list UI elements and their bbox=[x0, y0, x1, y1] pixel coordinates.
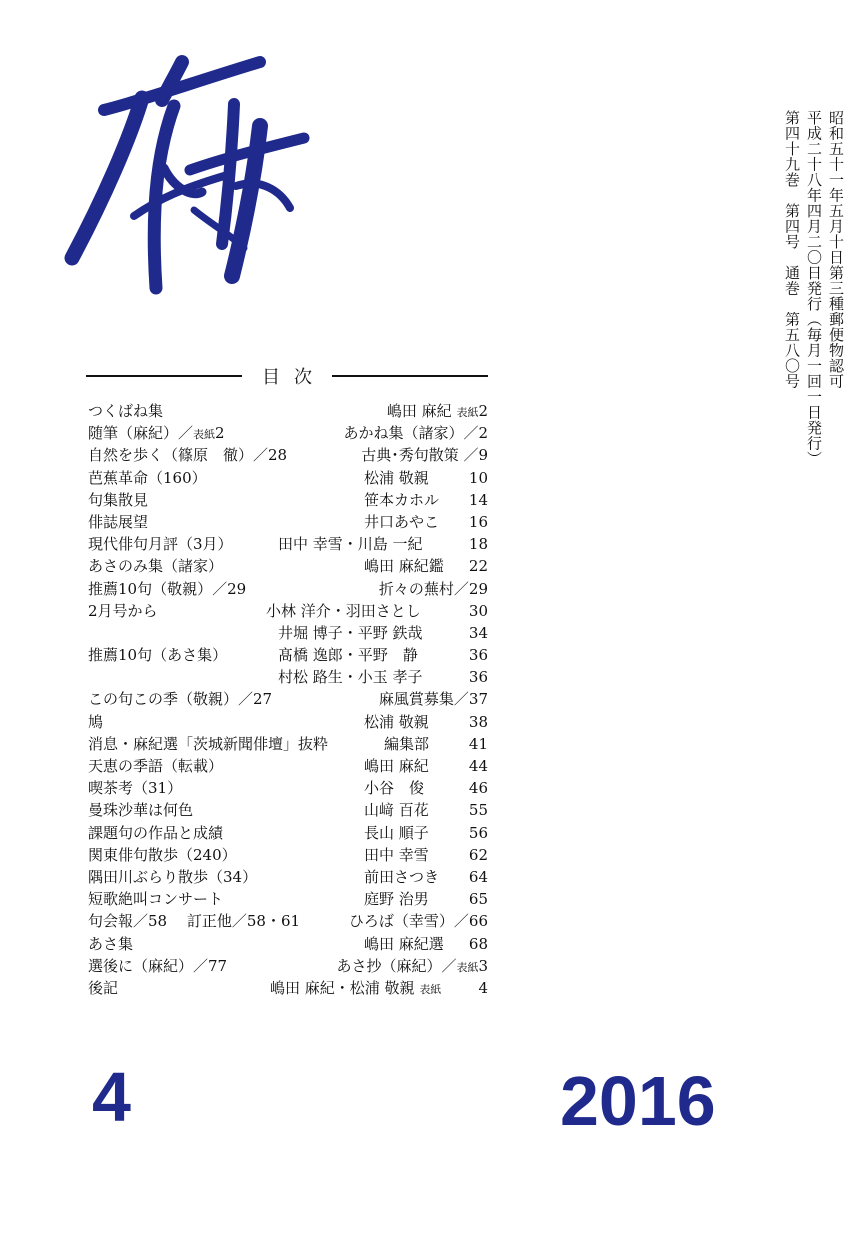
toc-row bbox=[88, 489, 488, 511]
issue-number: 4 bbox=[92, 1058, 131, 1136]
toc-page: 56 bbox=[468, 823, 488, 842]
toc-author: 笹本カホル bbox=[364, 490, 440, 509]
toc-page: 嶋田 麻紀 表紙2 bbox=[386, 402, 488, 420]
toc-row bbox=[88, 533, 488, 555]
toc-title-text: つくばね集 bbox=[88, 402, 164, 420]
toc-cover-label: 表紙 bbox=[456, 406, 479, 419]
toc-title-text: 後記 bbox=[88, 978, 119, 997]
toc-page: あさ抄（麻紀）／表紙3 bbox=[336, 956, 488, 975]
toc-row bbox=[88, 888, 488, 910]
toc-row bbox=[88, 622, 488, 644]
toc-author: 嶋田 麻紀選 bbox=[364, 934, 444, 953]
toc-title-text: 俳誌展望 bbox=[88, 512, 149, 531]
toc-author: 嶋田 麻紀 bbox=[364, 757, 429, 775]
toc-title-text: 芭蕉革命（160） bbox=[88, 468, 207, 487]
toc-row bbox=[88, 977, 488, 999]
toc-page: 14 bbox=[468, 490, 488, 509]
toc-page: 68 bbox=[468, 934, 488, 953]
toc-title-text: 鳩 bbox=[88, 712, 104, 731]
toc-page: 36 bbox=[468, 668, 488, 687]
toc-page: 46 bbox=[468, 779, 488, 798]
toc-row bbox=[88, 711, 488, 733]
toc-author: 前田さつき bbox=[364, 867, 440, 886]
toc-page: 16 bbox=[468, 512, 488, 531]
toc-title-text: 現代俳句月評（3月） bbox=[88, 535, 233, 554]
toc-author: 長山 順子 bbox=[364, 823, 429, 842]
toc-page: 34 bbox=[468, 623, 488, 642]
toc-row bbox=[88, 910, 488, 932]
toc-author: 井口あやこ bbox=[364, 512, 440, 531]
toc-row bbox=[88, 866, 488, 888]
toc-title-text: 自然を歩く（篠原 徹）／28 bbox=[88, 446, 288, 465]
toc-title-text: 推薦10句（敬親）／29 bbox=[88, 579, 247, 598]
toc-cover-label: 表紙 bbox=[419, 982, 442, 996]
toc-author: 山﨑 百花 bbox=[364, 801, 429, 820]
toc-author: 井堀 博子・平野 鉄哉 bbox=[278, 623, 423, 642]
toc-title-text: この句この季（敬親）／27 bbox=[88, 690, 273, 709]
toc-page: 22 bbox=[468, 557, 488, 576]
toc-title-text: あさのみ集（諸家） bbox=[88, 557, 224, 576]
toc-author: 嶋田 麻紀・松浦 敬親 表紙 bbox=[270, 978, 442, 997]
year: 2016 bbox=[560, 1062, 716, 1140]
toc-row bbox=[88, 755, 488, 777]
toc-title-text: 短歌絶叫コンサート bbox=[88, 890, 224, 909]
toc-cover-label: 表紙 bbox=[193, 428, 216, 442]
toc-row bbox=[88, 600, 488, 622]
toc-author: 松浦 敬親 bbox=[364, 712, 429, 731]
toc-title-text: 句会報／58 訂正他／58・61 bbox=[88, 912, 301, 931]
toc-author: 小林 洋介・羽田さとし bbox=[266, 601, 421, 620]
toc-author: 村松 路生・小玉 孝子 bbox=[278, 668, 423, 687]
toc-row bbox=[88, 822, 488, 844]
toc-title-text: 2月号から bbox=[88, 601, 158, 620]
toc-author: 田中 幸雪 bbox=[364, 845, 429, 864]
toc-page: あかね集（諸家）／2 bbox=[343, 424, 488, 443]
toc-page: 62 bbox=[468, 845, 488, 864]
toc-title-text: 隅田川ぶらり散歩（34） bbox=[88, 867, 258, 886]
toc-title-text: 推薦10句（あさ集） bbox=[88, 646, 228, 665]
vertical-info-volume: 第四十九巻 第四号 通巻 第五八〇号 bbox=[783, 110, 801, 389]
toc-page: 64 bbox=[468, 867, 488, 886]
toc-author: 田中 幸雪・川島 一紀 bbox=[278, 535, 423, 554]
toc-page: 30 bbox=[468, 601, 488, 620]
vertical-info-issue-date: 平成二十八年四月二〇日発行（毎月一回一日発行） bbox=[805, 110, 823, 467]
toc-title-text: 消息・麻紀選「茨城新聞俳壇」抜粋 bbox=[88, 734, 329, 753]
toc-page: 55 bbox=[468, 801, 488, 820]
toc-row bbox=[88, 400, 488, 422]
toc-author: 嶋田 麻紀鑑 bbox=[364, 557, 444, 576]
toc-row bbox=[88, 666, 488, 688]
toc-row bbox=[88, 933, 488, 955]
toc-row bbox=[88, 844, 488, 866]
toc-title-text: 随筆（麻紀）／表紙2 bbox=[88, 424, 225, 443]
toc-author: 小谷 俊 bbox=[364, 779, 425, 798]
logo-calligraphy bbox=[64, 48, 324, 298]
toc-page: 36 bbox=[468, 646, 488, 665]
toc-rule-right bbox=[332, 375, 488, 377]
toc-page: 41 bbox=[468, 734, 488, 753]
table-of-contents bbox=[88, 400, 488, 999]
toc-row bbox=[88, 777, 488, 799]
toc-page: 古典･秀句散策 ／9 bbox=[361, 446, 488, 465]
toc-title-text: あさ集 bbox=[88, 934, 134, 953]
toc-page: ひろば（幸雪）／66 bbox=[348, 912, 488, 931]
toc-title-text: 喫茶考（31） bbox=[88, 779, 183, 798]
toc-author: 庭野 治男 bbox=[364, 890, 429, 909]
toc-page: 折々の蕪村／29 bbox=[378, 579, 488, 598]
toc-row bbox=[88, 799, 488, 821]
toc-row bbox=[88, 422, 488, 444]
toc-author: 松浦 敬親 bbox=[364, 468, 429, 487]
toc-row bbox=[88, 733, 488, 755]
toc-page: 65 bbox=[468, 890, 488, 909]
toc-row bbox=[88, 511, 488, 533]
toc-row bbox=[88, 467, 488, 489]
toc-page: 18 bbox=[468, 535, 488, 554]
toc-title: 目次 bbox=[262, 367, 326, 388]
toc-page: 4 bbox=[478, 978, 488, 997]
toc-author: 髙橋 逸郎・平野 静 bbox=[278, 646, 418, 665]
toc-title-text: 句集散見 bbox=[88, 490, 149, 509]
toc-title-text: 課題句の作品と成績 bbox=[88, 823, 224, 842]
toc-page: 麻風賞募集／37 bbox=[378, 690, 488, 709]
toc-title-text: 選後に（麻紀）／77 bbox=[88, 956, 228, 975]
toc-header bbox=[86, 363, 488, 389]
toc-page: 10 bbox=[468, 468, 488, 487]
toc-row bbox=[88, 555, 488, 577]
toc-author: 編集部 bbox=[384, 734, 430, 753]
toc-row bbox=[88, 644, 488, 666]
toc-row bbox=[88, 578, 488, 600]
toc-title-text: 天恵の季語（転載） bbox=[88, 757, 224, 775]
toc-row bbox=[88, 444, 488, 466]
toc-title-text: 関東俳句散歩（240） bbox=[88, 845, 237, 864]
toc-page: 44 bbox=[468, 757, 488, 775]
toc-row bbox=[88, 955, 488, 977]
vertical-info-permit: 昭和五十一年五月十日第三種郵便物認可 bbox=[827, 110, 845, 389]
toc-cover-label: 表紙 bbox=[456, 960, 479, 974]
toc-title-text: 曼珠沙華は何色 bbox=[88, 801, 194, 820]
toc-row bbox=[88, 688, 488, 710]
toc-page: 38 bbox=[468, 712, 488, 731]
